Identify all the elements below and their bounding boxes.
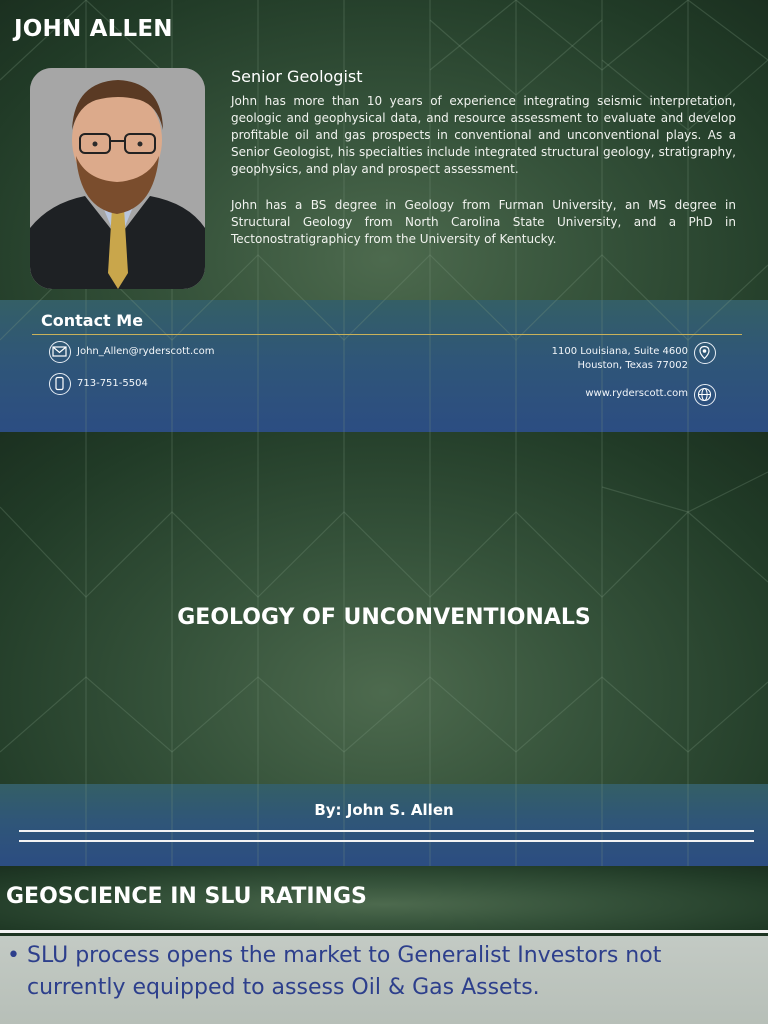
phone-number[interactable]: 713-751-5504 — [77, 378, 148, 389]
bullet-marker: • — [7, 943, 20, 968]
address — [520, 345, 688, 373]
content-slide — [0, 866, 768, 1024]
address-line-1: 1100 Louisiana, Suite 4600 — [551, 346, 688, 357]
presentation-title: GEOLOGY OF UNCONVENTIONALS — [177, 605, 591, 630]
bio-paragraph-2: John has a BS degree in Geology from Furman University, an MS degree in Structural Geology from North Carolina State University, and a PhD in Tectonostratigraphicy from the University of Kentucky. — [231, 198, 736, 246]
person-name: JOHN ALLEN — [14, 16, 173, 42]
content-slide-title: GEOSCIENCE IN SLU RATINGS — [6, 884, 367, 909]
job-title: Senior Geologist — [231, 67, 363, 86]
content-slide-body — [0, 936, 768, 1024]
bio-paragraph-1: John has more than 10 years of experience integrating seismic interpretation, geologic and geophysical data, and resource assessment to evaluate and develop profitable oil and gas prospects in conventional and unconventional plays. As a Senior Geologist, his specialties include integrated structural geology, stratigraphy, geophysics, and play and prospect assessment. — [231, 94, 736, 176]
email-link[interactable]: John_Allen@ryderscott.com — [77, 346, 215, 357]
presentation-byline: By: John S. Allen — [314, 801, 454, 819]
location-pin-icon — [694, 342, 716, 364]
header-rule — [0, 930, 768, 933]
title-rule-top — [19, 830, 754, 832]
byline-band — [0, 784, 768, 866]
contact-heading: Contact Me — [41, 311, 144, 330]
bullet-text: SLU process opens the market to Generalist Investors not currently equipped to assess Oil & Gas Assets. — [27, 943, 662, 1000]
profile-photo — [30, 68, 205, 289]
portrait-image — [30, 68, 205, 289]
title-rule-bottom — [19, 840, 754, 842]
profile-slide — [0, 0, 768, 432]
globe-icon — [694, 384, 716, 406]
website-link[interactable]: www.ryderscott.com — [585, 388, 688, 399]
title-slide — [0, 432, 768, 866]
contact-divider — [32, 334, 742, 335]
address-line-2: Houston, Texas 77002 — [577, 360, 688, 371]
phone-icon — [49, 373, 71, 395]
mail-icon — [49, 341, 71, 363]
